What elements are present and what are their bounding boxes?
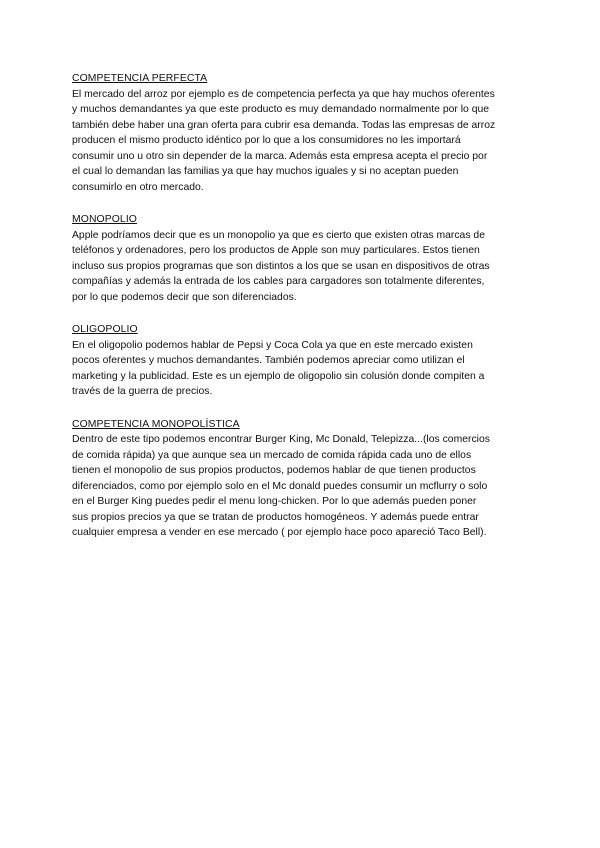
text-line: Apple podríamos decir que es un monopolio ya que es cierto que existen otras marcas de	[72, 229, 485, 241]
text-line: El mercado del arroz por ejemplo es de competencia perfecta ya que hay muchos oferentes	[72, 88, 495, 100]
section-paragraph	[72, 432, 528, 541]
section-paragraph	[72, 338, 528, 400]
section-competencia-monopolistica	[72, 417, 528, 541]
text-line: producen el mismo producto idéntico por lo que a los consumidores no les importará	[72, 135, 461, 146]
text-line: y muchos demandantes ya que este producto es muy demandado normalmente por lo que	[72, 104, 490, 115]
text-line: diferenciados, como por ejemplo solo en el Mc donald puedes consumir un mcflurry o solo	[72, 480, 488, 492]
text-line: consumirlo en otro mercado.	[72, 181, 204, 193]
document-body	[72, 71, 528, 558]
text-line: sus propios precios ya que se tratan de productos homogéneos. Y además puede entrar	[72, 511, 479, 523]
text-line: consumir uno u otro sin depender de la marca. Además esta empresa acepta el precio por	[72, 150, 488, 162]
text-line: de comida rápida) ya que aunque sea un mercado de comida rápida cada uno de ellos	[72, 449, 472, 461]
text-line: compañías y además la entrada de los cables para cargadores son totalmente diferentes,	[72, 276, 485, 287]
text-line: Dentro de este tipo podemos encontrar Burger King, Mc Donald, Telepizza...(los comercios	[72, 434, 490, 445]
section-monopolio	[72, 212, 528, 305]
text-line: marketing y la publicidad. Este es un ejemplo de oligopolio sin colusión donde compiten a	[72, 370, 485, 382]
text-line: teléfonos y ordenadores, pero los productos de Apple son muy particulares. Estos tienen	[72, 245, 480, 256]
section-heading: COMPETENCIA MONOPOLÍSTICA	[72, 418, 240, 430]
section-heading: COMPETENCIA PERFECTA	[72, 73, 208, 84]
text-line: cualquier empresa a vender en ese mercado ( por ejemplo hace poco apareció Taco Bell).	[72, 527, 487, 538]
section-paragraph	[72, 87, 528, 196]
text-line: también debe haber una gran oferta para cubrir esa demanda. Todas las empresas de arroz	[72, 119, 496, 131]
text-line: el cual lo demandan las familias ya que hay muchos iguales y si no aceptan pueden	[72, 166, 459, 177]
text-line: En el oligopolio podemos hablar de Pepsi y Coca Cola ya que en este mercado existen	[72, 339, 473, 351]
text-line: través de la guerra de precios.	[72, 386, 213, 397]
text-line: por lo que podemos decir que son diferenciados.	[72, 291, 297, 303]
text-line: tienen el monopolio de sus propios productos, podemos hablar de que tienen productos	[72, 465, 476, 476]
section-competencia-perfecta	[72, 71, 528, 195]
section-heading: OLIGOPOLIO	[72, 324, 138, 335]
section-paragraph	[72, 228, 528, 306]
text-line: incluso sus propios programas que son distintos a los que se usan en dispositivos de otras	[72, 260, 490, 272]
section-heading: MONOPOLIO	[72, 214, 137, 225]
text-line: pocos oferentes y muchos demandantes. También podemos apreciar como utilizan el	[72, 355, 465, 366]
text-line: en el Burger King puedes pedir el menu long-chicken. Por lo que además pueden poner	[72, 496, 477, 507]
section-oligopolio	[72, 322, 528, 400]
